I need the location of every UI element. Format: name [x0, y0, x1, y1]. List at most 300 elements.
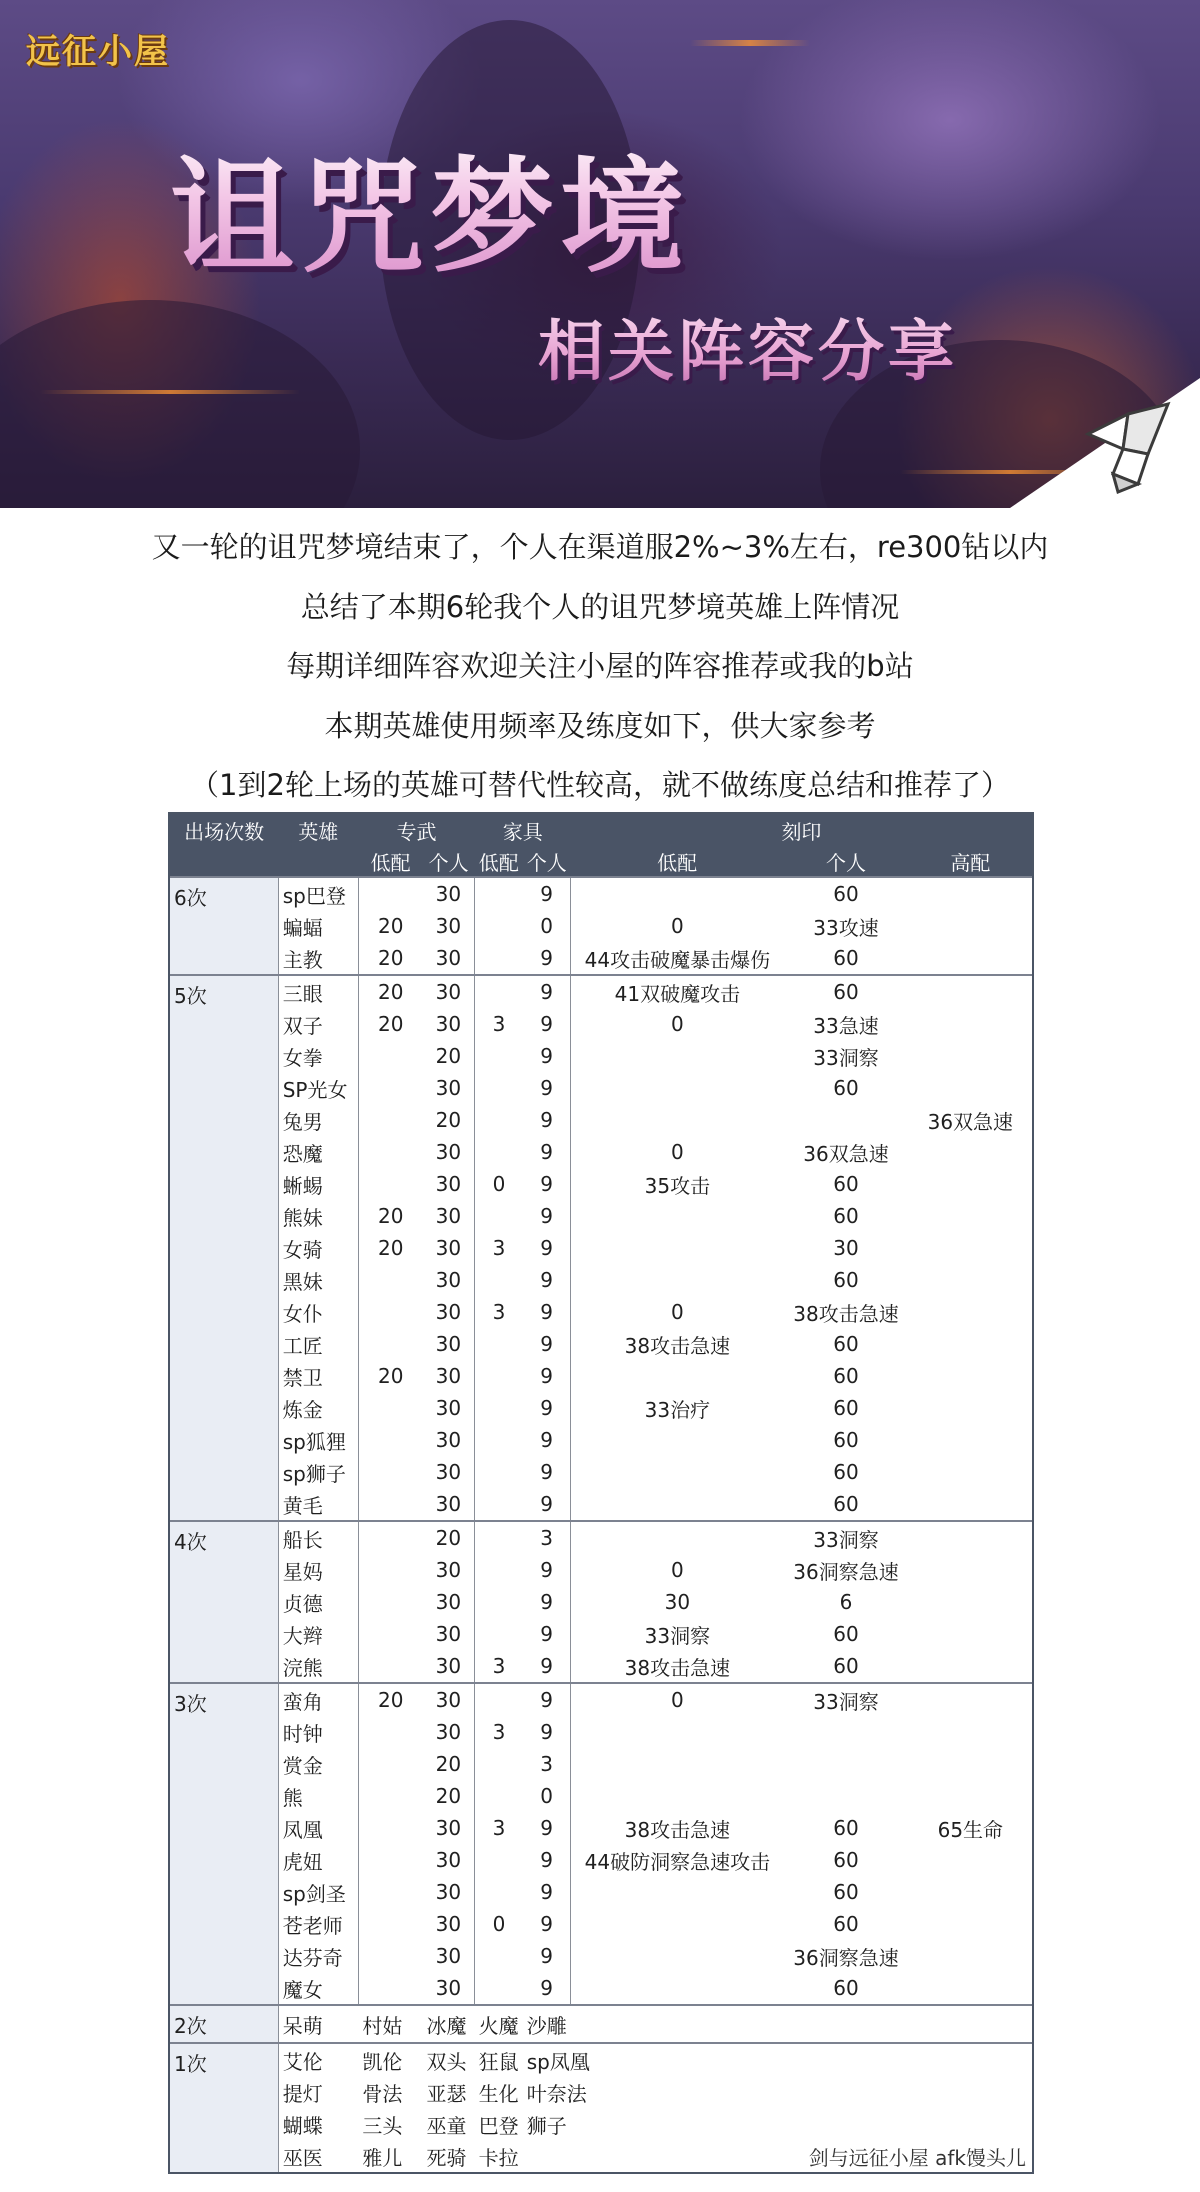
hero-name: 呆萌	[278, 2005, 358, 2043]
cell-engraving-high	[909, 1360, 1032, 1392]
cell-engraving-high	[909, 1296, 1032, 1328]
cell-furniture-personal: 9	[523, 1488, 571, 1521]
group-label: 2次	[170, 2005, 278, 2043]
cell-signature-low	[358, 1264, 422, 1296]
table-row	[170, 1618, 1032, 1650]
intro-line: 本期英雄使用频率及练度如下，供大家参考	[324, 708, 876, 743]
cell-furniture-personal: 9	[523, 1360, 571, 1392]
hero-name: 艾伦	[278, 2043, 358, 2076]
cell-hero: 赏金	[278, 1748, 358, 1780]
cell-signature-personal: 30	[423, 1328, 475, 1360]
cell-hero: 船长	[278, 1521, 358, 1554]
cell-furniture-low: 0	[492, 1912, 506, 1936]
cell-furniture-personal: 9	[523, 942, 571, 975]
cell-engraving-personal: 36洞察急速	[793, 1945, 899, 1970]
cell-furniture-personal: 9	[523, 1812, 571, 1844]
hero-name: 村姑	[358, 2005, 422, 2043]
cell-signature-personal: 20	[423, 1521, 475, 1554]
cell-engraving-personal: 36洞察急速	[793, 1559, 899, 1584]
cell-furniture-low	[475, 1521, 523, 1554]
cell-engraving-personal: 60	[833, 1654, 859, 1678]
cell-furniture-low	[475, 1844, 523, 1876]
cell-furniture-personal: 3	[523, 1748, 571, 1780]
cell-engraving-personal: 60	[833, 1076, 859, 1100]
table-row	[170, 877, 1032, 910]
cell-engraving-personal: 30	[833, 1236, 859, 1260]
cell-engraving-high	[909, 975, 1032, 1008]
cell-signature-personal: 30	[423, 942, 475, 975]
cell-furniture-low	[475, 1264, 523, 1296]
cell-furniture-low	[475, 1104, 523, 1136]
cell-engraving-low: 41双破魔攻击	[571, 975, 783, 1008]
cell-signature-personal: 20	[423, 1104, 475, 1136]
cell-furniture-low	[475, 975, 523, 1008]
cell-signature-personal: 30	[423, 910, 475, 942]
cell-engraving-high	[909, 1748, 1032, 1780]
table-row	[170, 1844, 1032, 1876]
cell-furniture-low: 3	[492, 1300, 506, 1324]
cell-engraving-high	[909, 1908, 1032, 1940]
cell-engraving-low	[571, 1521, 783, 1554]
cell-signature-low	[358, 1488, 422, 1521]
cell-hero: sp剑圣	[278, 1876, 358, 1908]
hero-name: 亚瑟	[426, 2081, 467, 2106]
cell-furniture-personal: 9	[523, 1940, 571, 1972]
cell-signature-personal: 30	[423, 1168, 475, 1200]
cell-engraving-high	[909, 1040, 1032, 1072]
cell-signature-low	[358, 1844, 422, 1876]
cell-engraving-low	[571, 1104, 783, 1136]
cell-signature-personal: 30	[423, 1972, 475, 2005]
hero-name: 巴登	[478, 2113, 519, 2138]
cell-engraving-high	[909, 1683, 1032, 1716]
cell-signature-low	[358, 1586, 422, 1618]
cell-signature-personal: 30	[423, 1488, 475, 1521]
cell-engraving-low	[571, 1716, 783, 1748]
header-engraving-low: 低配	[571, 846, 783, 877]
cell-engraving-high	[909, 1650, 1032, 1683]
cell-furniture-low	[475, 1488, 523, 1521]
table-row	[170, 1040, 1032, 1072]
cell-hero: 黑妹	[278, 1264, 358, 1296]
cell-engraving-high	[909, 1392, 1032, 1424]
cell-engraving-low	[571, 877, 783, 910]
cell-engraving-low	[571, 1780, 783, 1812]
cell-engraving-personal: 60	[833, 1332, 859, 1356]
cell-signature-low	[358, 1748, 422, 1780]
banner	[0, 0, 1200, 508]
cell-furniture-personal: 9	[523, 1200, 571, 1232]
cell-engraving-low: 0	[671, 1012, 684, 1036]
cell-engraving-low	[571, 1040, 783, 1072]
cell-signature-low	[358, 1940, 422, 1972]
header-signature-low: 低配	[358, 846, 422, 877]
cell-furniture-personal: 0	[523, 1780, 571, 1812]
cell-furniture-personal: 9	[523, 1908, 571, 1940]
hero-name: 雅儿	[362, 2145, 403, 2170]
cell-engraving-personal: 60	[783, 975, 908, 1008]
table-row	[170, 1748, 1032, 1780]
table-row	[170, 910, 1032, 942]
cell-signature-low	[358, 1040, 422, 1072]
table-row	[170, 1072, 1032, 1104]
cell-engraving-high: 36双急速	[927, 1109, 1014, 1134]
cell-signature-personal: 30	[423, 1683, 475, 1716]
table-row	[170, 1876, 1032, 1908]
cell-signature-personal: 30	[423, 1360, 475, 1392]
cell-furniture-personal: 9	[523, 877, 571, 910]
cell-signature-personal: 30	[423, 1586, 475, 1618]
cell-signature-low	[358, 1392, 422, 1424]
cell-furniture-personal: 9	[523, 1586, 571, 1618]
group-label: 1次	[170, 2043, 278, 2172]
table-row	[170, 1488, 1032, 1521]
cell-signature-low	[358, 1296, 422, 1328]
cell-furniture-low	[475, 877, 523, 910]
cell-engraving-personal: 60	[833, 1428, 859, 1452]
header-furniture-low: 低配	[475, 846, 523, 877]
cell-furniture-personal: 9	[523, 1392, 571, 1424]
cell-hero: 黄毛	[278, 1488, 358, 1521]
cell-engraving-high	[909, 1136, 1032, 1168]
header-count: 出场次数	[170, 814, 278, 846]
cell-signature-low: 20	[358, 1683, 422, 1716]
table-row	[170, 1360, 1032, 1392]
table-row	[170, 1104, 1032, 1136]
cell-engraving-personal: 60	[833, 1912, 859, 1936]
cell-furniture-personal: 9	[523, 1424, 571, 1456]
cell-signature-personal: 30	[423, 1200, 475, 1232]
cell-signature-personal: 30	[423, 1908, 475, 1940]
cell-engraving-personal	[783, 1104, 908, 1136]
cell-engraving-high	[909, 1716, 1032, 1748]
group-label: 3次	[170, 1683, 278, 2005]
cell-engraving-high	[909, 1844, 1032, 1876]
cell-furniture-low	[475, 1554, 523, 1586]
cell-engraving-high	[909, 1618, 1032, 1650]
cell-engraving-low	[571, 1360, 783, 1392]
table-row	[170, 1168, 1032, 1200]
cell-hero: 兔男	[278, 1104, 358, 1136]
hero-name: 卡拉	[478, 2145, 519, 2170]
cell-signature-low	[358, 1521, 422, 1554]
cell-furniture-low	[475, 1328, 523, 1360]
header-engraving-personal: 个人	[783, 846, 908, 877]
cell-engraving-high	[909, 1232, 1032, 1264]
table-row	[170, 1812, 1032, 1844]
header-furniture-personal: 个人	[523, 846, 571, 877]
table-row-one-time	[170, 2076, 1032, 2108]
cell-furniture-low	[475, 1586, 523, 1618]
cell-engraving-high: 65生命	[937, 1817, 1004, 1842]
table-row	[170, 1940, 1032, 1972]
cell-furniture-personal: 3	[523, 1521, 571, 1554]
cell-engraving-low: 44攻击破魔暴击爆伤	[584, 947, 771, 972]
cell-signature-personal: 20	[423, 1040, 475, 1072]
cell-signature-personal: 20	[423, 1748, 475, 1780]
table-row-one-time	[170, 2108, 1032, 2140]
cell-engraving-low	[571, 1940, 783, 1972]
hero-name: 生化	[478, 2081, 519, 2106]
cell-signature-personal: 30	[423, 1812, 475, 1844]
cell-furniture-personal: 9	[523, 1972, 571, 2005]
cell-furniture-low	[475, 1748, 523, 1780]
cell-hero: 蜥蜴	[278, 1168, 358, 1200]
cell-engraving-personal: 36双急速	[803, 1141, 889, 1166]
cell-signature-low	[358, 1424, 422, 1456]
cell-hero: 达芬奇	[278, 1940, 358, 1972]
cell-engraving-high	[909, 1168, 1032, 1200]
table-row	[170, 1586, 1032, 1618]
cell-furniture-low	[475, 1972, 523, 2005]
cell-engraving-low: 0	[671, 1140, 684, 1164]
cell-signature-low: 20	[378, 1204, 404, 1228]
table-row	[170, 942, 1032, 975]
cell-signature-personal: 30	[423, 1716, 475, 1748]
hero-name: 死骑	[426, 2145, 467, 2170]
cell-engraving-high	[909, 1264, 1032, 1296]
banner-subtitle: 相关阵容分享	[538, 298, 958, 393]
cell-engraving-high	[909, 1456, 1032, 1488]
cell-engraving-low	[571, 1456, 783, 1488]
header-signature: 专武	[358, 814, 474, 846]
hero-name: sp凤凰	[523, 2043, 571, 2076]
cell-engraving-low: 30	[664, 1590, 691, 1614]
cell-engraving-personal: 60	[833, 1622, 859, 1646]
table-body	[170, 877, 1032, 2172]
hero-name: 沙雕	[523, 2005, 571, 2043]
intro-text	[0, 508, 1200, 816]
group-label: 4次	[170, 1521, 278, 1683]
cell-engraving-low: 35攻击	[644, 1173, 711, 1198]
cell-signature-low: 20	[378, 914, 404, 938]
cell-signature-low	[358, 1554, 422, 1586]
cell-engraving-high	[909, 1972, 1032, 2005]
hero-name: 狮子	[526, 2113, 567, 2138]
cell-signature-low	[358, 1972, 422, 2005]
cell-hero: 时钟	[278, 1716, 358, 1748]
cell-hero: 星妈	[278, 1554, 358, 1586]
cell-signature-low	[358, 1072, 422, 1104]
cell-engraving-high	[909, 1424, 1032, 1456]
cell-furniture-personal: 9	[523, 1008, 571, 1040]
cell-engraving-personal: 60	[833, 1172, 859, 1196]
cell-engraving-low	[571, 1972, 783, 2005]
cell-engraving-high	[909, 1780, 1032, 1812]
table-row-one-time	[170, 2043, 1032, 2076]
cell-furniture-personal: 9	[523, 1328, 571, 1360]
cell-hero: 贞德	[278, 1586, 358, 1618]
cell-engraving-personal: 60	[833, 1492, 859, 1516]
cell-signature-personal: 30	[423, 1392, 475, 1424]
cell-engraving-personal	[783, 1748, 908, 1780]
cell-engraving-low: 38攻击急速	[624, 1333, 731, 1358]
cell-furniture-personal: 9	[523, 1232, 571, 1264]
cell-hero: sp狮子	[278, 1456, 358, 1488]
cell-hero: 魔女	[278, 1972, 358, 2005]
table-row	[170, 1296, 1032, 1328]
cell-furniture-low	[475, 1424, 523, 1456]
cell-engraving-low: 38攻击急速	[624, 1655, 731, 1680]
cell-signature-personal: 30	[423, 1844, 475, 1876]
table-row	[170, 1716, 1032, 1748]
cell-furniture-personal: 9	[523, 1456, 571, 1488]
cell-engraving-low: 0	[671, 1300, 684, 1324]
cell-engraving-personal: 33洞察	[783, 1683, 908, 1716]
cell-engraving-low: 44破防洞察急速攻击	[584, 1849, 771, 1874]
cell-signature-low: 20	[378, 1364, 404, 1388]
cell-signature-personal: 30	[423, 1072, 475, 1104]
cell-engraving-high	[909, 1200, 1032, 1232]
cell-furniture-low: 3	[492, 1236, 506, 1260]
cell-hero: 双子	[278, 1008, 358, 1040]
group-label: 6次	[170, 877, 278, 975]
cell-furniture-personal: 0	[523, 910, 571, 942]
cell-hero: 女仆	[278, 1296, 358, 1328]
cell-hero: 凤凰	[278, 1812, 358, 1844]
cell-engraving-personal: 33洞察	[783, 1521, 908, 1554]
hero-name: 骨法	[362, 2081, 403, 2106]
hero-name: 提灯	[282, 2081, 323, 2106]
hero-name	[523, 2140, 571, 2172]
cell-signature-low	[358, 1104, 422, 1136]
cell-engraving-low	[571, 1424, 783, 1456]
cell-engraving-personal: 33攻速	[813, 915, 879, 940]
cell-hero: 熊	[278, 1780, 358, 1812]
cell-signature-personal: 30	[423, 1554, 475, 1586]
cell-furniture-low: 0	[492, 1172, 506, 1196]
cell-furniture-low	[475, 1780, 523, 1812]
cell-hero: 苍老师	[278, 1908, 358, 1940]
cell-furniture-personal: 9	[523, 1296, 571, 1328]
hero-name: 蝴蝶	[282, 2113, 323, 2138]
intro-line: 每期详细阵容欢迎关注小屋的阵容推荐或我的b站	[286, 649, 914, 683]
cell-signature-personal: 30	[423, 1618, 475, 1650]
table-row	[170, 1521, 1032, 1554]
table-row	[170, 1972, 1032, 2005]
cell-engraving-low	[571, 1876, 783, 1908]
cell-signature-personal: 20	[423, 1780, 475, 1812]
group-label: 5次	[170, 975, 278, 1521]
cell-engraving-low: 0	[671, 914, 684, 938]
table-row	[170, 1008, 1032, 1040]
cell-engraving-high	[909, 877, 1032, 910]
cell-engraving-personal: 60	[833, 1976, 859, 2000]
cell-hero: 女骑	[278, 1232, 358, 1264]
cell-signature-low: 20	[378, 1012, 404, 1036]
header-engraving-high: 高配	[909, 846, 1032, 877]
cell-engraving-personal: 60	[833, 1460, 859, 1484]
cell-furniture-low	[475, 1200, 523, 1232]
cell-furniture-personal: 9	[523, 1844, 571, 1876]
cell-hero: 工匠	[278, 1328, 358, 1360]
corner-badge	[1010, 378, 1200, 508]
cell-signature-low	[358, 1876, 422, 1908]
intro-line: 总结了本期6轮我个人的诅咒梦境英雄上阵情况	[300, 589, 900, 624]
cell-signature-personal: 30	[423, 1232, 475, 1264]
cell-furniture-personal: 9	[523, 1104, 571, 1136]
cell-signature-low	[358, 1908, 422, 1940]
cell-engraving-high	[909, 942, 1032, 975]
cell-hero: 蝙蝠	[278, 910, 358, 942]
cell-furniture-low	[475, 1876, 523, 1908]
cell-signature-personal: 30	[423, 1876, 475, 1908]
cell-signature-low: 20	[378, 946, 404, 970]
cell-furniture-personal: 9	[523, 1136, 571, 1168]
table-row	[170, 1232, 1032, 1264]
cell-engraving-personal: 60	[833, 946, 859, 970]
cell-signature-low	[358, 877, 422, 910]
credit-text: 剑与远征小屋 afk馒头儿	[808, 2145, 1026, 2170]
cell-signature-low	[358, 1716, 422, 1748]
hero-name: 冰魔	[423, 2005, 475, 2043]
lava-crack	[690, 40, 810, 46]
header-furniture: 家具	[475, 814, 571, 846]
cell-signature-personal: 30	[423, 877, 475, 910]
rock-shape	[0, 300, 360, 508]
cell-engraving-high	[909, 1328, 1032, 1360]
cell-hero: 浣熊	[278, 1650, 358, 1683]
cell-signature-low	[358, 1168, 422, 1200]
cell-furniture-personal: 9	[523, 1264, 571, 1296]
table-row	[170, 1424, 1032, 1456]
header-engraving: 刻印	[571, 814, 1032, 846]
cell-furniture-personal: 9	[523, 1683, 571, 1716]
cell-engraving-low	[571, 1264, 783, 1296]
hero-name: 巫童	[426, 2113, 467, 2138]
cell-signature-personal: 30	[423, 1456, 475, 1488]
table-row	[170, 1200, 1032, 1232]
table-row-two-times	[170, 2005, 1032, 2043]
cell-furniture-personal: 9	[523, 1072, 571, 1104]
cell-hero: 三眼	[278, 975, 358, 1008]
table-row-one-time	[170, 2140, 1032, 2172]
hero-name: 三头	[362, 2113, 403, 2138]
cell-furniture-low	[475, 1618, 523, 1650]
cell-hero: 禁卫	[278, 1360, 358, 1392]
cell-hero: 大辫	[278, 1618, 358, 1650]
cell-signature-personal: 30	[423, 1264, 475, 1296]
cell-engraving-low	[571, 1488, 783, 1521]
table-row	[170, 1683, 1032, 1716]
cell-furniture-personal: 9	[523, 1716, 571, 1748]
table-header	[170, 814, 1032, 877]
cell-furniture-low	[475, 1392, 523, 1424]
cell-signature-low	[358, 1618, 422, 1650]
cell-signature-personal: 30	[423, 1650, 475, 1683]
hero-name: 叶奈法	[526, 2081, 587, 2106]
cell-engraving-high	[909, 910, 1032, 942]
cell-engraving-low: 0	[571, 1683, 783, 1716]
cell-engraving-low: 0	[671, 1558, 684, 1582]
cell-hero: 蛮角	[278, 1683, 358, 1716]
cell-furniture-personal: 9	[523, 1618, 571, 1650]
cell-hero: 熊妹	[278, 1200, 358, 1232]
cell-signature-personal: 30	[423, 1424, 475, 1456]
cell-engraving-low: 38攻击急速	[624, 1817, 731, 1842]
cell-furniture-low: 3	[492, 1816, 506, 1840]
cell-hero: 主教	[278, 942, 358, 975]
hero-usage-table	[168, 812, 1034, 2174]
lava-crack	[40, 390, 300, 394]
cell-engraving-high	[909, 1586, 1032, 1618]
banner-title: 诅咒梦境	[170, 118, 690, 296]
intro-line: （1到2轮上场的英雄可替代性较高，就不做练度总结和推荐了）	[190, 768, 1010, 802]
table-row	[170, 1650, 1032, 1683]
origami-bird-icon	[1078, 394, 1178, 494]
table-row	[170, 1554, 1032, 1586]
cell-signature-low	[358, 1812, 422, 1844]
